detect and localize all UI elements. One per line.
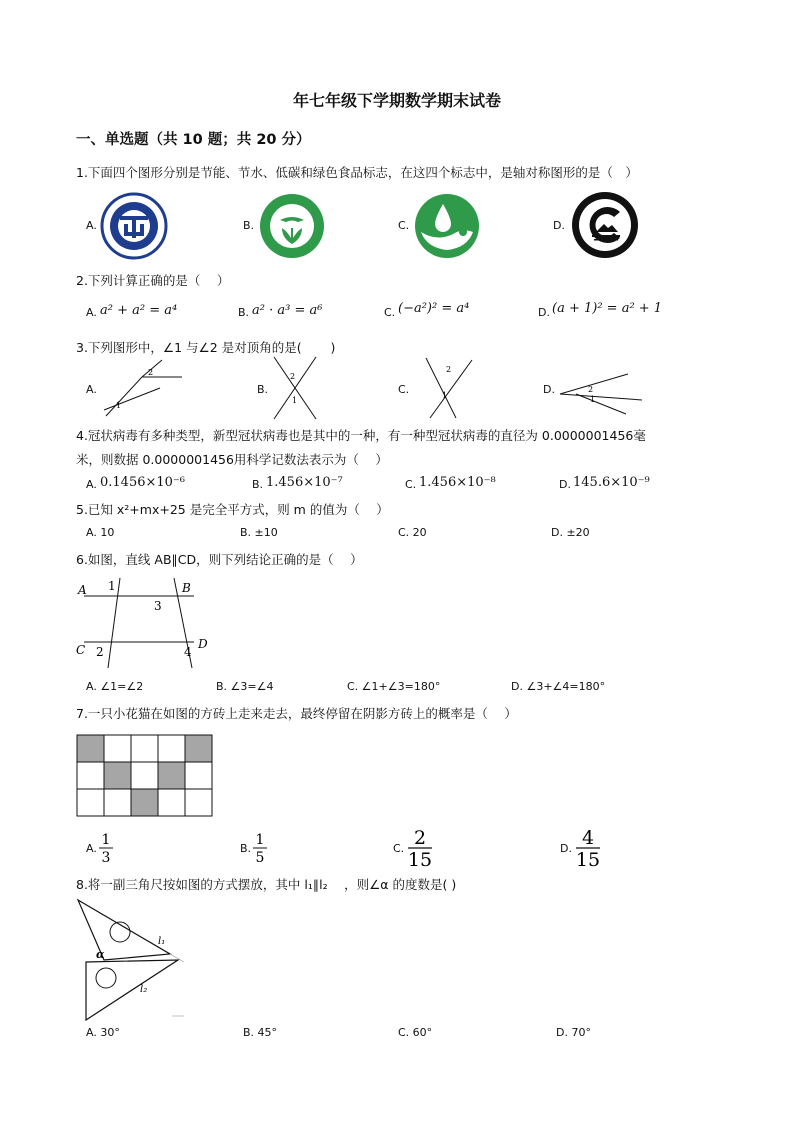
q4-option-a: 0.1456×10⁻⁶	[100, 475, 185, 490]
q1-stem: 1.下面四个图形分别是节能、节水、低碳和绿色食品标志，在这四个标志中，是轴对称图形的是（ ）	[76, 165, 638, 180]
plain-tile	[131, 762, 158, 789]
q7-stem: 7.一只小花猫在如图的方砖上走来走去，最终停留在阴影方砖上的概率是（ ）	[76, 706, 517, 721]
q6-label-b: B	[182, 581, 191, 595]
q7-a-den: 3	[101, 850, 111, 866]
q2-option-b-label: B.	[238, 306, 250, 319]
q2-option-b: a² · a³ = a⁶	[252, 303, 323, 318]
q6-option-a: A. ∠1=∠2	[86, 680, 144, 693]
q8-option-d: D. 70°	[556, 1026, 591, 1039]
green-food-logo-icon	[258, 192, 326, 260]
low-carbon-logo-icon	[570, 190, 640, 260]
energy-saving-logo-icon	[100, 192, 168, 260]
q3-option-a-figure	[100, 358, 184, 418]
q7-c-den: 15	[407, 849, 433, 870]
q3-option-a-label: A.	[86, 383, 97, 396]
q7-d-num: 4	[581, 827, 595, 849]
q3-a-angle1: 1	[116, 401, 122, 410]
q6-angle3: 3	[154, 599, 162, 613]
plain-tile	[104, 789, 131, 816]
q7-option-b-fraction	[252, 830, 268, 866]
q3-d-angle1: 1	[590, 395, 596, 404]
q7-tile-grid	[76, 734, 216, 818]
q4-stem-line1: 4.冠状病毒有多种类型，新型冠状病毒也是其中的一种，有一种型冠状病毒的直径为 0.0000001456毫	[76, 428, 646, 443]
q8-alpha-label: α	[96, 948, 105, 961]
q2-stem: 2.下列计算正确的是（ ）	[76, 273, 230, 288]
shaded-tile	[77, 735, 104, 762]
q2-option-a-label: A.	[86, 306, 97, 319]
q5-option-d: D. ±20	[551, 526, 590, 539]
q4-option-b: 1.456×10⁻⁷	[266, 475, 343, 490]
q3-a-angle2: 2	[148, 368, 154, 377]
q8-l2-label: l₂	[140, 984, 148, 995]
q4-stem-line2: 米，则数据 0.0000001456用科学记数法表示为（ ）	[76, 452, 388, 467]
section-heading: 一、单选题（共 10 题；共 20 分）	[76, 132, 311, 148]
q3-option-b-label: B.	[257, 383, 269, 396]
q3-option-d-label: D.	[543, 383, 555, 396]
q2-option-c: (−a²)² = a⁴	[398, 301, 470, 316]
q6-figure	[74, 572, 224, 672]
q3-d-angle2: 2	[588, 385, 594, 394]
shaded-tile	[158, 762, 185, 789]
plain-tile	[185, 789, 212, 816]
q8-option-b: B. 45°	[243, 1026, 278, 1039]
q6-option-d: D. ∠3+∠4=180°	[511, 680, 606, 693]
plain-tile	[77, 762, 104, 789]
q4-option-c: 1.456×10⁻⁸	[419, 475, 496, 490]
q7-option-c-fraction	[406, 826, 434, 870]
q7-b-num: 1	[255, 832, 265, 848]
shaded-tile	[185, 735, 212, 762]
q7-d-den: 15	[575, 849, 601, 870]
plain-tile	[104, 735, 131, 762]
q4-option-a-label: A.	[86, 478, 97, 491]
q6-angle2: 2	[96, 645, 104, 659]
q3-b-angle2: 2	[290, 372, 296, 381]
q8-stem: 8.将一副三角尺按如图的方式摆放，其中 l₁∥l₂ ，则∠α 的度数是( )	[76, 877, 457, 892]
q5-option-c: C. 20	[398, 526, 427, 539]
q5-option-a: A. 10	[86, 526, 115, 539]
plain-tile	[131, 735, 158, 762]
q1-option-c-label: C.	[398, 219, 410, 232]
q6-option-b: B. ∠3=∠4	[216, 680, 274, 693]
q3-option-c-figure	[420, 356, 476, 420]
page-title: 年七年级下学期数学期末试卷	[292, 91, 501, 110]
q6-label-d: D	[198, 637, 208, 651]
q2-option-a: a² + a² = a⁴	[100, 303, 178, 318]
q8-option-a: A. 30°	[86, 1026, 120, 1039]
q3-option-c-label: C.	[398, 383, 410, 396]
q7-option-a-label: A.	[86, 842, 97, 855]
q4-option-d-label: D.	[559, 478, 571, 491]
plain-tile	[158, 735, 185, 762]
plain-tile	[158, 789, 185, 816]
q1-option-d-label: D.	[553, 219, 565, 232]
q7-option-a-fraction	[98, 830, 114, 866]
q6-angle1: 1	[108, 579, 116, 593]
q3-b-angle1: 1	[292, 396, 298, 405]
q4-option-d: 145.6×10⁻⁹	[573, 475, 650, 490]
q3-c-angle2: 2	[446, 365, 452, 374]
q7-option-b-label: B.	[240, 842, 252, 855]
q4-option-b-label: B.	[252, 478, 264, 491]
q3-option-d-figure	[558, 372, 648, 416]
q7-a-num: 1	[101, 832, 111, 848]
q3-c-angle1: 1	[442, 391, 448, 400]
q6-stem: 6.如图，直线 AB∥CD，则下列结论正确的是（ ）	[76, 552, 363, 567]
q5-option-b: B. ±10	[240, 526, 278, 539]
q8-l1-label: l₁	[158, 936, 166, 947]
q7-option-d-fraction	[574, 826, 602, 870]
q2-option-d: (a + 1)² = a² + 1	[552, 301, 663, 316]
plain-tile	[77, 789, 104, 816]
q7-b-den: 5	[255, 850, 265, 866]
q1-option-b-label: B.	[243, 219, 255, 232]
q2-option-d-label: D.	[538, 306, 550, 319]
q6-label-c: C	[76, 643, 86, 657]
q3-option-b-figure	[270, 355, 320, 421]
q8-triangles-figure	[76, 896, 186, 1024]
q7-option-d-label: D.	[560, 842, 572, 855]
water-saving-logo-icon	[413, 192, 481, 260]
q7-option-c-label: C.	[393, 842, 405, 855]
q6-angle4: 4	[184, 645, 192, 659]
plain-tile	[185, 762, 212, 789]
q4-option-c-label: C.	[405, 478, 417, 491]
q7-c-num: 2	[413, 827, 427, 849]
q2-option-c-label: C.	[384, 306, 396, 319]
q3-stem: 3.下列图形中，∠1 与∠2 是对顶角的是( )	[76, 340, 336, 355]
q1-option-a-label: A.	[86, 219, 97, 232]
shaded-tile	[104, 762, 131, 789]
q5-stem: 5.已知 x²+mx+25 是完全平方式，则 m 的值为（ ）	[76, 502, 389, 517]
q8-option-c: C. 60°	[398, 1026, 433, 1039]
q6-label-a: A	[78, 583, 87, 597]
shaded-tile	[131, 789, 158, 816]
q6-option-c: C. ∠1+∠3=180°	[347, 680, 441, 693]
